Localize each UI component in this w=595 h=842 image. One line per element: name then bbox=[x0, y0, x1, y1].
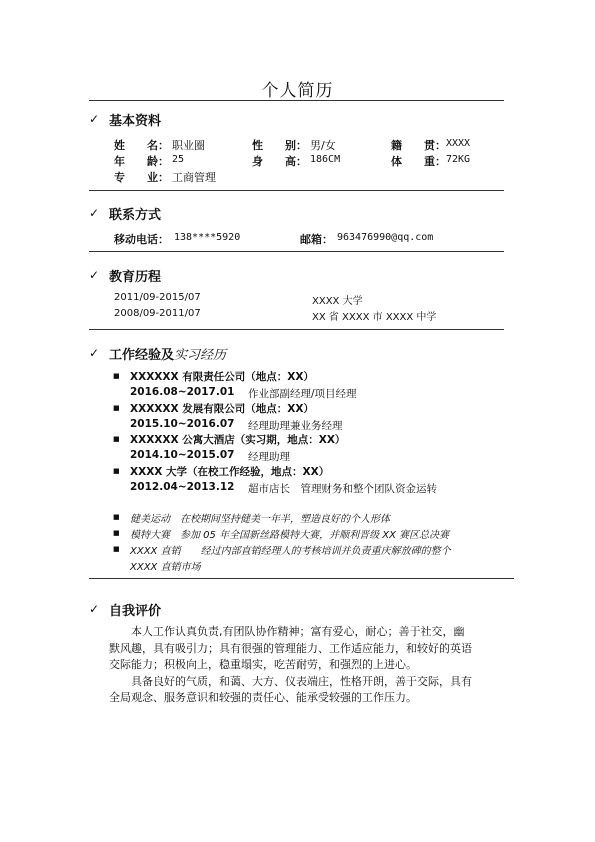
section-work-title bbox=[109, 344, 226, 363]
check-icon: ✓ bbox=[89, 112, 100, 126]
section-self-title: 自我评价 bbox=[109, 603, 162, 619]
work-role: 超市店长 管理财务和整个团队资金运转 bbox=[248, 483, 437, 495]
section-education-header bbox=[89, 266, 161, 284]
self-evaluation bbox=[109, 624, 509, 707]
self-evaluation-line: 默风趣，具有吸引力；具有很强的管理能力、工作适应能力，和较好的英语 bbox=[109, 641, 472, 655]
work-company: XXXXXX 发展有限公司（地点：XX） bbox=[130, 403, 314, 415]
check-icon: ✓ bbox=[89, 346, 100, 360]
self-evaluation-line: 本人工作认真负责,有团队协作精神；富有爱心，耐心；善于社交，幽 bbox=[131, 625, 465, 638]
age-label: 年 龄： bbox=[114, 155, 169, 168]
weight-value: 72KG bbox=[446, 154, 471, 165]
square-bullet-icon: ■ bbox=[113, 513, 120, 521]
work-date: 2014.10~2015.07 bbox=[130, 449, 235, 461]
self-evaluation-line: 具备良好的气质，和蔼、大方、仪表端庄，性格开朗，善于交际，具有 bbox=[131, 674, 472, 688]
square-bullet-icon: ■ bbox=[113, 372, 120, 380]
check-icon: ✓ bbox=[89, 268, 100, 282]
height-label: 身 高： bbox=[252, 155, 307, 168]
square-bullet-icon: ■ bbox=[113, 435, 120, 443]
basic-divider bbox=[89, 190, 504, 191]
work-role: 经理助理 bbox=[248, 451, 290, 463]
title-divider bbox=[89, 100, 504, 101]
work-date: 2016.08~2017.01 bbox=[130, 386, 235, 398]
hometown-label: 籍 贯： bbox=[391, 139, 446, 152]
work-company: XXXXXX 公寓大酒店（实习期，地点：XX） bbox=[130, 434, 346, 446]
section-work-title-main: 工作经验及 bbox=[109, 347, 175, 363]
email-label: 邮箱： bbox=[300, 233, 333, 246]
square-bullet-icon: ■ bbox=[113, 404, 120, 412]
work-company: XXXXXX 有限责任公司（地点：XX） bbox=[130, 371, 314, 383]
work-company: XXXX 大学（在校工作经验，地点：XX） bbox=[130, 466, 330, 478]
section-contact-title: 联系方式 bbox=[109, 207, 162, 223]
section-basic-header bbox=[89, 110, 161, 128]
work-role: 经理助理兼业务经理 bbox=[248, 420, 343, 432]
section-contact-header bbox=[89, 204, 161, 222]
work-divider bbox=[89, 578, 514, 579]
weight-label: 体 重： bbox=[391, 155, 446, 168]
page-title: 个人简历 bbox=[261, 81, 334, 101]
section-education-title: 教育历程 bbox=[109, 269, 162, 285]
gender-value: 男/女 bbox=[310, 139, 336, 152]
check-icon: ✓ bbox=[89, 206, 100, 220]
height-value: 186CM bbox=[310, 154, 341, 165]
activity-item: 健美运动 在校期间坚持健美一年半，塑造良好的个人形体 bbox=[130, 514, 390, 525]
work-date: 2012.04~2013.12 bbox=[130, 481, 235, 493]
gender-label: 性 别： bbox=[252, 139, 307, 152]
section-work-title-sub: 实习经历 bbox=[174, 347, 227, 363]
age-value: 25 bbox=[172, 154, 185, 165]
section-work-header bbox=[89, 344, 226, 362]
activity-item: 模特大赛 参加 05 年全国新丝路模特大赛，并顺利晋级 XX 赛区总决赛 bbox=[130, 530, 450, 541]
education-school: XXXX 大学 bbox=[312, 296, 363, 307]
section-basic-title: 基本资料 bbox=[109, 113, 162, 129]
square-bullet-icon: ■ bbox=[113, 467, 120, 475]
self-evaluation-line: 全局观念、服务意识和较强的责任心、能承受较强的工作压力。 bbox=[109, 691, 417, 704]
name-label: 姓 名： bbox=[114, 139, 169, 152]
section-self-header bbox=[89, 600, 161, 618]
self-evaluation-line: 交际能力；积极向上，稳重塌实，吃苦耐劳，和强烈的上进心。 bbox=[109, 658, 417, 671]
phone-label: 移动电话： bbox=[114, 233, 169, 246]
square-bullet-icon: ■ bbox=[113, 529, 120, 537]
activity-item-continued: XXXX 直销市场 bbox=[130, 562, 201, 573]
major-value: 工商管理 bbox=[172, 171, 216, 184]
work-date: 2015.10~2016.07 bbox=[130, 418, 235, 430]
contact-divider bbox=[89, 251, 504, 252]
check-icon: ✓ bbox=[89, 602, 100, 616]
major-label: 专 业： bbox=[114, 171, 169, 184]
hometown-value: XXXX bbox=[446, 138, 471, 149]
education-period: 2008/09-2011/07 bbox=[114, 308, 201, 319]
education-period: 2011/09-2015/07 bbox=[114, 292, 201, 303]
education-school: XX 省 XXXX 市 XXXX 中学 bbox=[312, 312, 437, 323]
email-value: 963476990@qq.com bbox=[337, 232, 434, 243]
work-role: 作业部副经理/项目经理 bbox=[248, 388, 357, 400]
name-value: 职业圈 bbox=[172, 139, 205, 152]
activity-item: XXXX 直销 经过内部直销经理人的考核培训并负责重庆解放碑的整个 bbox=[130, 546, 451, 557]
phone-value: 138****5920 bbox=[174, 232, 241, 243]
education-divider bbox=[89, 329, 504, 330]
square-bullet-icon: ■ bbox=[113, 545, 120, 553]
